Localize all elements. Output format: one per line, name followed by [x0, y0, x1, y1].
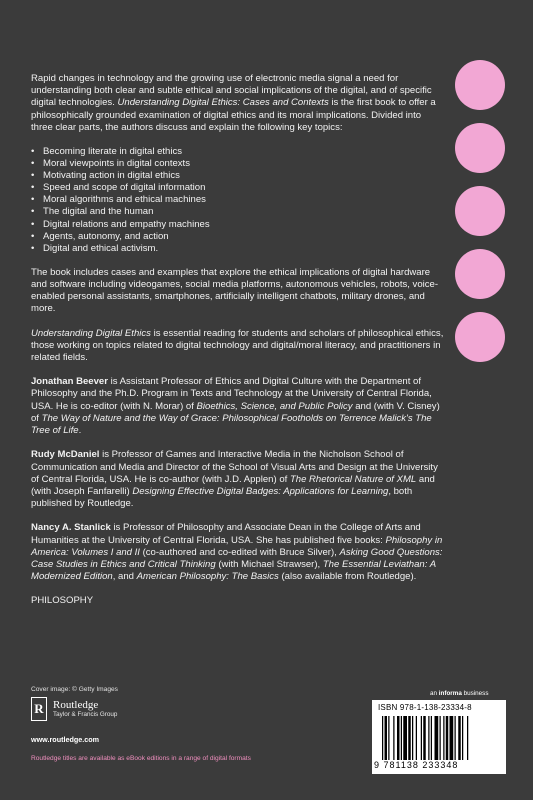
bio-text: and (with V. Cisney) of [31, 400, 440, 424]
pink-circle [455, 123, 505, 173]
topic-item: • Digital relations and empathy machines [31, 219, 445, 231]
pink-circle [455, 186, 505, 236]
barcode-bar [443, 716, 444, 760]
subject-category: PHILOSOPHY [31, 595, 94, 607]
barcode-bar [421, 716, 422, 760]
audience-paragraph [31, 328, 445, 365]
barcode-panel [372, 700, 506, 774]
barcode-bar [450, 716, 454, 760]
bio-book-title: American Philosophy: The Basics [136, 571, 279, 583]
author-bio-beever [31, 376, 445, 437]
blurb-column [31, 73, 445, 620]
barcode-bar [388, 716, 389, 760]
informa-brand: informa [438, 690, 462, 697]
bio-text: (with Michael Strawser), [215, 558, 323, 570]
bio-book-title: Bioethics, Science, and Public Policy [196, 400, 353, 412]
author-name: Rudy McDaniel [31, 449, 100, 461]
topic-item: • Becoming literate in digital ethics [31, 146, 445, 158]
author-name: Nancy A. Stanlick [31, 522, 111, 534]
bio-text: , both published by Routledge. [31, 485, 413, 510]
publisher-name: Routledge [53, 699, 99, 711]
barcode-bar [408, 716, 411, 760]
intro-paragraph [31, 73, 445, 134]
barcode-bar [382, 716, 383, 760]
bio-book-title: Philosophy in America: Volumes I and II [31, 534, 443, 558]
decorative-circles [455, 60, 505, 375]
barcode-bar [455, 716, 456, 760]
barcode-bar [467, 716, 468, 760]
intro-text-a: Rapid changes in technology and the growing use of electronic media signal a need for understanding both clear and subtle ethical and social implications of the digital, and of specific digital technologies. [31, 73, 432, 109]
barcode-icon [382, 716, 500, 760]
topic-item: • The digital and the human [31, 206, 445, 218]
pink-circle [455, 249, 505, 299]
intro-book-title: Understanding Digital Ethics: Cases and Contexts [117, 97, 329, 109]
bio-text: is Professor of Philosophy and Associate Dean in the College of Arts and Humanities at the University of Central Florida, USA. She has published five books: [31, 522, 421, 546]
informa-text: an [430, 690, 439, 697]
bio-text: (co-authored and co-edited with Bruce Silver), [139, 546, 340, 558]
audience-text: is essential reading for students and scholars of philosophical ethics, those working on topics related to digital technology and digital/moral literacy, and practitioners in related fields. [31, 327, 444, 364]
bio-text: , and [112, 571, 137, 583]
audience-book-title: Understanding Digital Ethics [31, 327, 151, 339]
cover-image-credit: Cover image: © Getty Images [31, 686, 118, 693]
barcode-digits: 9 781138 233348 [374, 760, 459, 770]
barcode-bar [462, 716, 463, 760]
topics-list [31, 146, 445, 255]
bio-book-title: The Way of Nature and the Way of Grace: Philosophical Footholds on Terrence Malick's The Tree of Life [31, 412, 432, 437]
isbn-number: ISBN 978-1-138-23334-8 [378, 703, 472, 712]
author-bio-stanlick [31, 522, 445, 583]
bio-text: is Assistant Professor of Ethics and Digital Culture with the Department of Philosophy and the Ph.D. Program in Texts and Technology at the University of Central Florida, USA. He is co-editor (with N. Morar) of [31, 376, 432, 412]
bio-book-title: The Rhetorical Nature of XML [289, 473, 417, 485]
bio-text: and (with Joseph Fanfarelli) [31, 473, 435, 497]
barcode-bar [428, 716, 429, 760]
barcode-bar [393, 716, 394, 760]
pink-circle [455, 60, 505, 110]
barcode-bar [403, 716, 407, 760]
bio-text: . [78, 425, 82, 437]
barcode-bar [416, 716, 417, 760]
author-name: Jonathan Beever [31, 376, 108, 388]
publisher-website[interactable]: www.routledge.com [31, 735, 100, 744]
routledge-r-icon: R [31, 697, 47, 721]
topic-item: • Speed and scope of digital information [31, 182, 445, 194]
topic-item: • Digital and ethical activism. [31, 243, 445, 255]
topic-item: • Motivating action in digital ethics [31, 170, 445, 182]
barcode-bar [423, 716, 426, 760]
bio-book-title: The Essential Leviathan: A Modernized Edition [31, 558, 436, 583]
bio-book-title: Designing Effective Digital Badges: Applications for Learning [132, 485, 389, 497]
publisher-text [53, 700, 117, 718]
barcode-bar [412, 716, 413, 760]
bio-text: is Professor of Games and Interactive Media in the Nicholson School of Communication and Media and Director of the School of Visual Arts and Design at the University of Central Florida, USA. He is co-author (with J.D. Applen) of [31, 449, 438, 485]
barcode-bar [397, 716, 400, 760]
ebook-note: Routledge titles are available as eBook editions in a range of digital formats [31, 755, 251, 762]
informa-business [430, 690, 488, 697]
topic-item: • Moral algorithms and ethical machines [31, 194, 445, 206]
barcode-bar [401, 716, 402, 760]
barcode-bar [431, 716, 432, 760]
publisher-group: Taylor & Francis Group [53, 711, 118, 718]
barcode-bar [385, 716, 388, 760]
bio-book-title: Asking Good Questions: Case Studies in Ethics and Critical Thinking [31, 546, 443, 570]
topic-item: • Moral viewpoints in digital contexts [31, 158, 445, 170]
publisher-logo [31, 697, 117, 721]
informa-text: business [461, 690, 489, 697]
intro-text-b: is the first book to offer a philosophically grounded examination of digital ethics and its moral implications. Divided into three clear parts, the authors discuss and explain the following key topics: [31, 97, 436, 133]
author-bio-mcdaniel [31, 449, 445, 510]
barcode-bar [458, 716, 461, 760]
pink-circle [455, 312, 505, 362]
barcode-bar [446, 716, 449, 760]
cases-paragraph: The book includes cases and examples that explore the ethical implications of digital hardware and software including videogames, social media platforms, autonomous vehicles, robots, voice-enabled personal assistants, smartphones, artificially intelligent chatbots, military drones, and more. [31, 266, 439, 315]
barcode-bar [440, 716, 441, 760]
barcode-bar [435, 716, 439, 760]
topic-item: • Agents, autonomy, and action [31, 231, 445, 243]
bio-text: (also available from Routledge). [278, 571, 417, 583]
